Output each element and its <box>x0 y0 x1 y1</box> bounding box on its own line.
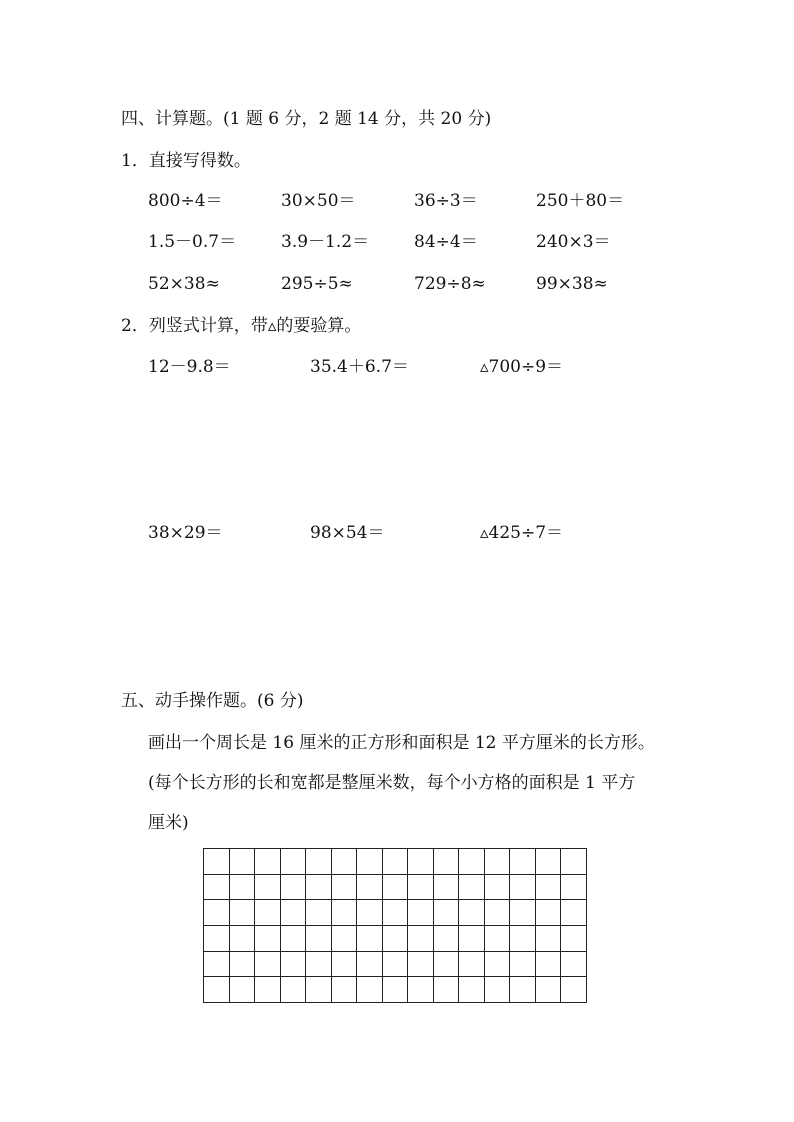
q1-label: 1．直接写得数。 <box>121 151 251 171</box>
grid-square[interactable] <box>434 926 460 952</box>
grid-square[interactable] <box>485 875 511 901</box>
grid-square[interactable] <box>510 875 536 901</box>
grid-square[interactable] <box>383 849 409 875</box>
grid-square[interactable] <box>230 952 256 978</box>
grid-square[interactable] <box>561 977 587 1003</box>
q2-label: 2．列竖式计算，带▵的要验算。 <box>121 316 362 336</box>
section5-instruction-line1: 画出一个周长是 16 厘米的正方形和面积是 12 平方厘米的长方形。 <box>148 733 655 753</box>
q1-item: 99×38≈ <box>536 274 608 294</box>
grid-square[interactable] <box>230 875 256 901</box>
grid-square[interactable] <box>561 900 587 926</box>
grid-square[interactable] <box>408 977 434 1003</box>
grid-square[interactable] <box>408 900 434 926</box>
grid-square[interactable] <box>204 952 230 978</box>
grid-square[interactable] <box>332 926 358 952</box>
grid-square[interactable] <box>561 952 587 978</box>
grid-square[interactable] <box>459 900 485 926</box>
grid-square[interactable] <box>485 952 511 978</box>
grid-square[interactable] <box>485 977 511 1003</box>
grid-square[interactable] <box>434 900 460 926</box>
grid-square[interactable] <box>357 849 383 875</box>
section5-title: 五、动手操作题。(6 分) <box>121 691 304 711</box>
grid-square[interactable] <box>306 900 332 926</box>
grid-square[interactable] <box>306 952 332 978</box>
grid-square[interactable] <box>536 900 562 926</box>
q2-item: 38×29＝ <box>148 523 223 543</box>
grid-square[interactable] <box>204 926 230 952</box>
grid-square[interactable] <box>255 952 281 978</box>
grid-square[interactable] <box>434 977 460 1003</box>
grid-square[interactable] <box>255 900 281 926</box>
grid-square[interactable] <box>281 926 307 952</box>
grid-square[interactable] <box>510 849 536 875</box>
grid-square[interactable] <box>459 926 485 952</box>
section5-instruction-line2: (每个长方形的长和宽都是整厘米数，每个小方格的面积是 1 平方 <box>148 773 636 793</box>
grid-square[interactable] <box>536 849 562 875</box>
grid-square[interactable] <box>434 875 460 901</box>
grid-square[interactable] <box>510 977 536 1003</box>
q2-item: 12－9.8＝ <box>148 357 231 377</box>
grid-square[interactable] <box>561 849 587 875</box>
q1-item: 84÷4＝ <box>414 232 478 252</box>
grid-square[interactable] <box>408 849 434 875</box>
grid-square[interactable] <box>281 875 307 901</box>
grid-square[interactable] <box>332 977 358 1003</box>
q1-item: 800÷4＝ <box>148 191 223 211</box>
grid-square[interactable] <box>230 977 256 1003</box>
grid-square[interactable] <box>204 849 230 875</box>
grid-square[interactable] <box>408 926 434 952</box>
grid-square[interactable] <box>332 952 358 978</box>
grid-square[interactable] <box>255 926 281 952</box>
grid-square[interactable] <box>383 952 409 978</box>
grid-square[interactable] <box>510 952 536 978</box>
grid-square[interactable] <box>383 900 409 926</box>
grid-square[interactable] <box>255 875 281 901</box>
grid-square[interactable] <box>306 977 332 1003</box>
grid-square[interactable] <box>332 900 358 926</box>
grid-square[interactable] <box>408 875 434 901</box>
section4-title: 四、计算题。(1 题 6 分，2 题 14 分，共 20 分) <box>121 109 492 129</box>
q2-item: ▵700÷9＝ <box>480 357 564 377</box>
grid-square[interactable] <box>306 875 332 901</box>
grid-square[interactable] <box>357 926 383 952</box>
grid-square[interactable] <box>306 926 332 952</box>
q1-item: 240×3＝ <box>536 232 611 252</box>
grid-square[interactable] <box>459 977 485 1003</box>
q1-item: 36÷3＝ <box>414 191 478 211</box>
q1-item: 295÷5≈ <box>281 274 353 294</box>
grid-square[interactable] <box>281 900 307 926</box>
grid-square[interactable] <box>536 977 562 1003</box>
grid-square[interactable] <box>459 952 485 978</box>
grid-square[interactable] <box>383 926 409 952</box>
grid-square[interactable] <box>536 952 562 978</box>
grid-square[interactable] <box>357 900 383 926</box>
grid-square[interactable] <box>281 849 307 875</box>
grid-square[interactable] <box>408 952 434 978</box>
grid-square[interactable] <box>230 849 256 875</box>
square-grid[interactable] <box>203 848 587 1003</box>
grid-square[interactable] <box>230 900 256 926</box>
grid-square[interactable] <box>357 977 383 1003</box>
grid-square[interactable] <box>485 900 511 926</box>
grid-square[interactable] <box>255 849 281 875</box>
q2-item: 98×54＝ <box>310 523 385 543</box>
grid-square[interactable] <box>332 849 358 875</box>
grid-square[interactable] <box>561 875 587 901</box>
grid-square[interactable] <box>383 977 409 1003</box>
grid-square[interactable] <box>383 875 409 901</box>
grid-square[interactable] <box>281 977 307 1003</box>
q1-item: 3.9－1.2＝ <box>281 232 370 252</box>
q1-item: 52×38≈ <box>148 274 220 294</box>
grid-square[interactable] <box>434 952 460 978</box>
q1-item: 1.5－0.7＝ <box>148 232 237 252</box>
grid-square[interactable] <box>510 900 536 926</box>
grid-square[interactable] <box>204 900 230 926</box>
grid-square[interactable] <box>459 875 485 901</box>
grid-square[interactable] <box>485 849 511 875</box>
grid-square[interactable] <box>434 849 460 875</box>
grid-square[interactable] <box>230 926 256 952</box>
grid-square[interactable] <box>281 952 307 978</box>
grid-square[interactable] <box>204 875 230 901</box>
grid-square[interactable] <box>485 926 511 952</box>
q1-item: 30×50＝ <box>281 191 356 211</box>
grid-square[interactable] <box>510 926 536 952</box>
grid-square[interactable] <box>204 977 230 1003</box>
grid-square[interactable] <box>357 952 383 978</box>
grid-square[interactable] <box>536 875 562 901</box>
grid-square[interactable] <box>561 926 587 952</box>
grid-square[interactable] <box>306 849 332 875</box>
grid-square[interactable] <box>332 875 358 901</box>
q2-item: ▵425÷7＝ <box>480 523 564 543</box>
grid-square[interactable] <box>536 926 562 952</box>
grid-square[interactable] <box>357 875 383 901</box>
q2-item: 35.4＋6.7＝ <box>310 357 409 377</box>
section5-instruction-line3: 厘米) <box>148 813 189 833</box>
q1-item: 250＋80＝ <box>536 191 625 211</box>
grid-square[interactable] <box>255 977 281 1003</box>
q1-item: 729÷8≈ <box>414 274 486 294</box>
grid-square[interactable] <box>459 849 485 875</box>
